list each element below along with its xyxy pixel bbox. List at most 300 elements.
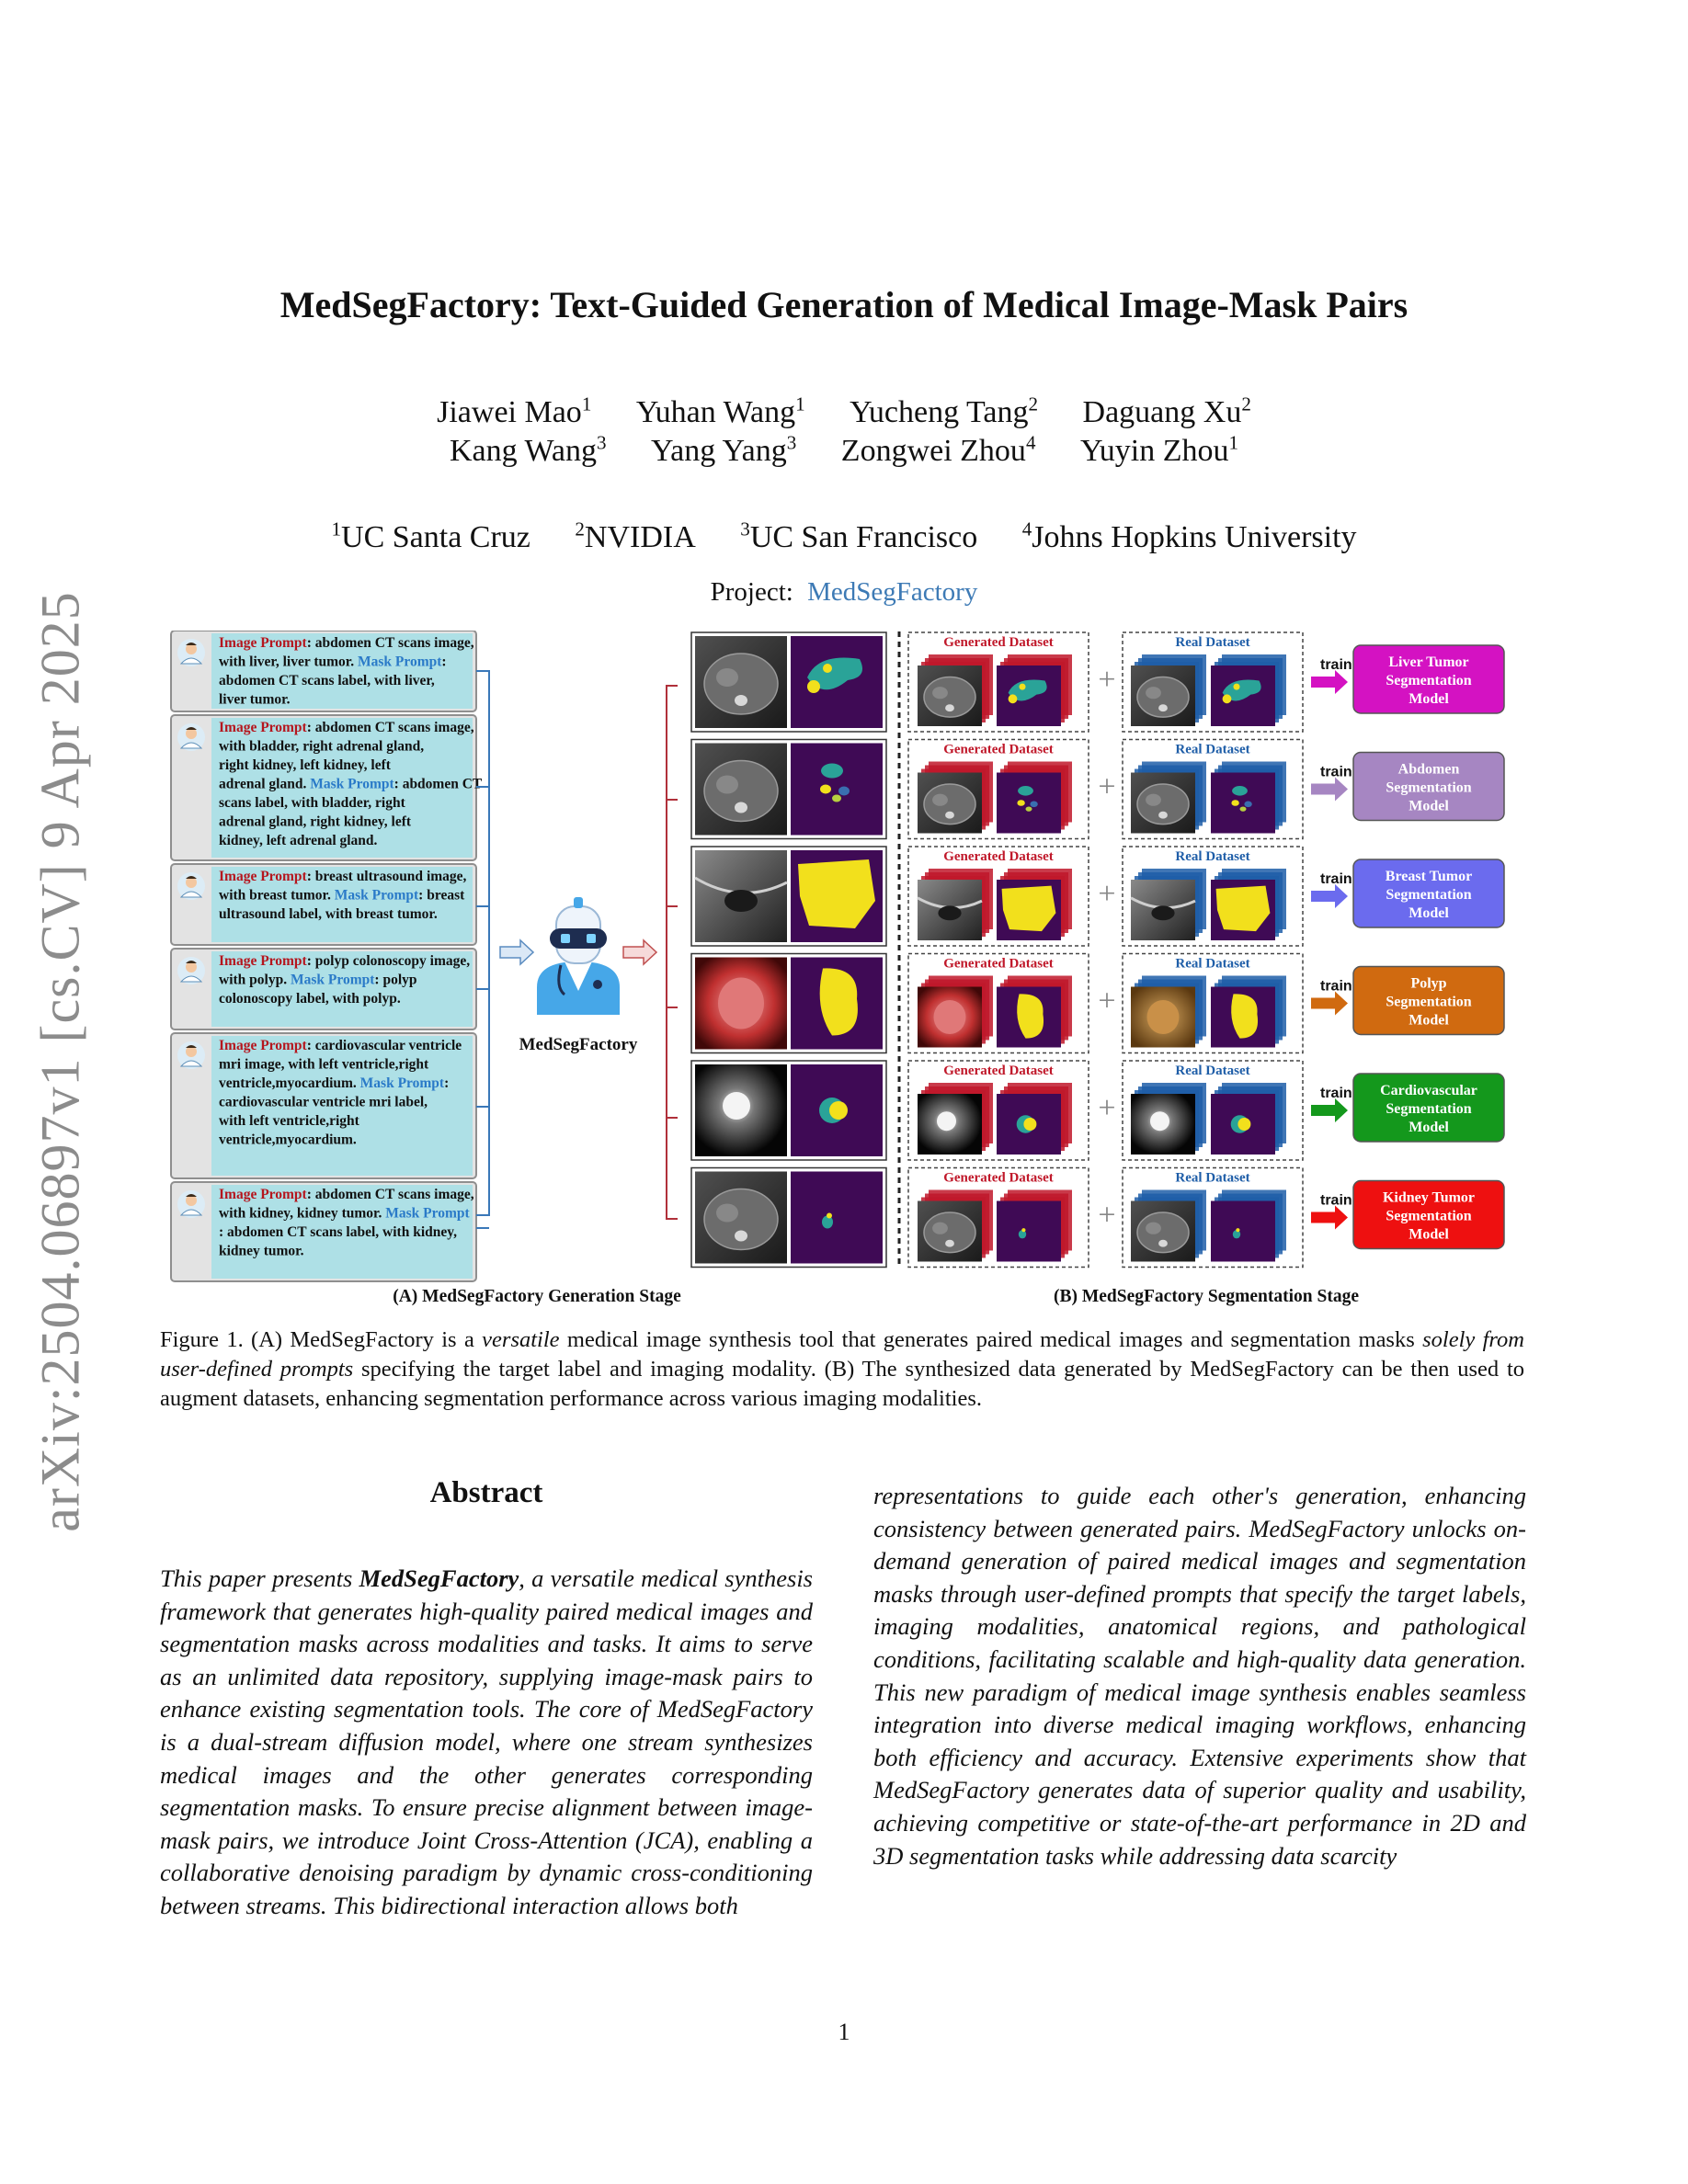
prompt-span: with [219,887,246,904]
plus-sign: + [1098,1091,1116,1125]
prompt-span: left [266,833,287,848]
author: Yucheng Tang$^2$ [850,392,1039,429]
author: Yang Yang$^3$ [651,431,797,468]
scan-lesion [938,905,961,920]
train-arrow-icon [1311,992,1348,1016]
scan-ventricle [723,1092,750,1120]
scan-organ [716,668,738,687]
prompt-span: abdomen [314,635,371,651]
robot-icon [537,897,620,1015]
prompt-span: gland. [339,833,378,848]
prompt-line [219,1224,457,1240]
prompt-line [219,953,470,969]
robot-eye-icon [561,934,570,943]
prompt-line [219,795,406,811]
prompt-span: right [219,757,249,773]
model-name: Polyp [1410,975,1447,992]
prompt-span: colonoscopy [219,991,293,1007]
prompt-span: ventricle,myocardium. [219,1075,357,1091]
prompt-line [219,1075,449,1091]
mask-tumor [1020,684,1026,690]
prompt-span: liver [282,654,311,670]
scan-organ [932,687,948,699]
affiliation: $^2$NVIDIA [575,518,696,554]
prompt-span: colonoscopy [352,953,427,969]
prompt-line [219,1113,360,1129]
real-label: Real Dataset [1175,742,1250,757]
prompt-box [171,715,483,860]
real-label: Real Dataset [1175,849,1250,864]
prompt-span: Image Prompt [219,1038,307,1053]
prompt-span: : [306,869,312,884]
prompt-line [219,692,291,708]
author-row-1 [0,393,1688,432]
prompt-span: with [219,1113,246,1129]
prompt-span: left [391,813,412,830]
model-name: Abdomen [1397,761,1460,778]
prompt-span: adrenal [290,833,336,848]
prompt-span: with [374,673,402,688]
prompt-line [219,1187,474,1202]
prompt-span: with [332,991,359,1007]
prompt-span: label, [394,1094,428,1110]
prompt-span: right [375,795,405,811]
prompt-span: : [219,1224,224,1240]
prompt-span: scans [397,635,431,651]
prompt-span: ventricle,right [341,1056,429,1073]
prompt-span: cardiovascular [219,1094,309,1110]
prompt-span: CT [374,1187,395,1202]
mask-ventricle [1023,1118,1036,1131]
prompt-span: : [444,1075,450,1091]
model-name: Model [1409,691,1449,707]
plus-sign: + [1098,877,1116,911]
generated-label: Generated Dataset [943,1064,1054,1078]
prompt-span: kidney, [343,813,388,830]
prompt-line [219,673,435,688]
prompt-span: left [300,757,320,773]
generated-label: Generated Dataset [943,956,1054,972]
prompt-span: polyp. [362,991,401,1007]
prompt-span: adrenal [219,813,266,830]
robot-antenna-icon [574,897,583,908]
model-name: Segmentation [1386,887,1472,903]
robot-visor-icon [550,928,607,949]
dataset-row [691,740,1504,839]
prompt-span: ultrasound [219,906,286,922]
prompt-span: mri [219,1056,242,1073]
prompt-span: Mask Prompt [290,972,375,988]
affiliation: $^4$Johns Hopkins University [1021,518,1357,554]
scan-spine [735,1231,747,1242]
prompt-span: label, [295,991,329,1007]
prompt-span: breast [356,906,394,922]
prompt-span: Image Prompt [219,635,307,651]
abstract-heading: Abstract [429,1476,543,1509]
prompt-span: scans [302,673,335,688]
mask-tumor [1223,694,1232,703]
author-list [0,393,1688,471]
generated-label: Generated Dataset [943,635,1054,650]
real-label: Real Dataset [1175,1170,1250,1186]
prompt-span: image, [434,635,474,651]
generated-label: Generated Dataset [943,1170,1054,1186]
prompt-line [219,757,392,773]
robot-eye-icon [587,934,596,943]
prompt-line [219,1057,429,1073]
prompt-span: image, [426,869,467,884]
mask-image [1211,773,1275,834]
bracket-line [667,686,678,1219]
prompt-span: gland, [386,738,425,755]
prompt-line [219,739,424,755]
mask-organ [1018,786,1033,796]
abstract-name-bold: MedSegFactory [359,1564,519,1592]
prompt-span: Image Prompt [219,953,307,969]
prompt-line [219,1244,304,1259]
prompt-span: adrenal [219,776,266,792]
arxiv-watermark: arXiv:2504.06897v1 [cs.CV] 9 Apr 2025 [29,591,91,1532]
mask-tumor [827,1213,832,1219]
dataset-row [691,1061,1504,1160]
prompt-span: kidney, [249,1205,293,1222]
prompt-span: kidney [296,1205,338,1222]
center-label: MedSegFactory [519,1035,638,1054]
dataset-row [691,632,1504,732]
prompt-line [219,777,483,792]
prompt-span: left [318,1056,339,1073]
mask-image [997,1201,1061,1262]
scan-spine [735,695,747,706]
prompt-box [171,631,476,711]
generated-label: Generated Dataset [943,742,1054,757]
prompt-span: : [418,887,424,904]
train-label: train [1320,657,1352,673]
mask-organ [838,787,850,796]
train-arrow-icon [1311,1206,1348,1230]
prompt-span: label, [346,1224,380,1240]
prompt-span: mri [369,1094,392,1110]
author: Jiawei Mao$^1$ [437,392,592,429]
prompt-span: kidney, [252,757,297,773]
model-name: Segmentation [1386,1101,1472,1117]
prompt-span: bladder, [249,738,300,755]
prompt-span: label, [289,906,322,922]
scan-spine [1158,1240,1168,1247]
prompt-span: abdomen [227,1224,284,1240]
prompt-line [219,1095,428,1110]
prompt-span: abdomen [314,720,371,735]
prompt-span: label, [255,795,288,811]
stage-b-label: (B) MedSegFactory Segmentation Stage [1054,1287,1359,1306]
page-number: 1 [838,2019,850,2045]
prompt-span: tumor. [341,1205,382,1222]
scan-polyp [718,978,764,1029]
prompt-span: CT [374,720,395,735]
author-row-2 [0,432,1688,471]
robot-badge-icon [593,980,602,989]
model-name: Cardiovascular [1380,1083,1477,1098]
scan-polyp [1147,1000,1180,1034]
train-arrow-icon [1311,884,1348,908]
paper-title: MedSegFactory: Text-Guided Generation of Medical Image-Mask Pairs [279,284,1409,325]
scan-polyp [934,1000,966,1034]
prompt-span: scans [219,795,252,811]
prompt-span: liver [219,691,246,708]
affiliation: $^3$UC San Francisco [740,518,978,554]
train-arrow-icon [1311,778,1348,802]
prompt-span: CT [462,776,483,792]
project-label: Project: [710,577,793,607]
prompt-span: ventricle,right [272,1113,359,1129]
prompt-line [219,654,447,670]
prompt-span: with [325,906,353,922]
scan-ventricle [1150,1111,1169,1131]
prompt-span: ventricle [408,1038,462,1053]
affiliation-list [0,520,1688,555]
prompt-span: label, [337,673,371,688]
prompt-box [171,1033,476,1178]
mask-organ [1240,806,1247,811]
scan-organ [1146,687,1161,699]
train-label: train [1320,978,1352,995]
model-name: Model [1409,798,1449,814]
author: Kang Wang$^3$ [449,431,607,468]
prompt-span: : [306,1187,312,1202]
bracket-line [476,671,489,1215]
model-name: Segmentation [1386,779,1472,796]
prompt-span: kidney [219,1243,260,1259]
prompt-span: Mask Prompt [310,776,394,792]
mask-organ [1231,800,1238,806]
prompt-line [219,833,378,848]
prompt-span: tumor. [249,691,291,708]
mask-organ [1026,806,1032,811]
scan-spine [945,812,954,819]
model-name: Liver Tumor [1388,654,1469,670]
prompt-span: image, [434,720,474,735]
mask-organ [1030,802,1037,808]
prompt-span: ultrasound [356,869,424,884]
figure-caption: Figure 1. (A) MedSegFactory is a versatile medical image synthesis tool that generates paired medical images and segmentation masks solely from user-defined prompts specifying the target label and imaging modality. (B) The synthesized data generated by MedSegFactory can be then used to augment datasets, enhancing segmentation performance across various imaging modalities. [160,1327,1524,1411]
project-line [0,577,1688,608]
scan-organ [932,1223,948,1234]
mask-tumor [807,680,820,693]
prompt-box [171,864,476,945]
prompt-span: polyp [314,953,349,969]
prompt-span: : [306,953,312,969]
scan-organ [1146,794,1161,806]
prompt-span: : [441,654,447,670]
real-label: Real Dataset [1175,635,1250,650]
prompt-span: tumor. [314,654,355,670]
prompt-span: Image Prompt [219,1187,307,1202]
prompt-span: liver, [249,654,279,670]
mask-organ [832,795,841,802]
prompt-span: left [371,757,391,773]
prompt-line [219,1132,357,1148]
plus-sign: + [1098,984,1116,1018]
scan-organ [716,1204,738,1223]
mask-ventricle [1237,1118,1250,1131]
generated-label: Generated Dataset [943,849,1054,864]
scan-lesion [724,890,758,912]
prompt-span: with [382,1224,410,1240]
prompt-span: tumor. [263,1243,304,1259]
prompt-span: abdomen [314,1187,371,1202]
model-name: Kidney Tumor [1382,1189,1476,1206]
prompt-span: liver, [405,673,435,688]
scan-spine [945,704,954,711]
mask-organ [1017,800,1024,806]
scan-lesion [1151,905,1174,920]
scan-spine [1158,812,1168,819]
train-label: train [1320,871,1352,887]
prompt-span: CT [279,673,299,688]
mask-image [1211,1201,1275,1262]
mask-image [997,773,1061,834]
mask-ventricle [829,1101,848,1120]
stage-a-label: (A) MedSegFactory Generation Stage [393,1287,681,1306]
prompt-span: ventricle,myocardium. [219,1132,357,1148]
scan-ventricle [937,1111,956,1131]
mask-tumor [1234,684,1240,690]
prompt-span: kidney, [413,1224,458,1240]
train-label: train [1320,1086,1352,1101]
train-label: train [1320,1192,1352,1209]
output-arrow-icon [623,940,656,964]
author: Yuyin Zhou$^1$ [1079,431,1239,468]
author: Zongwei Zhou$^4$ [840,431,1036,468]
prompt-span: : [306,635,312,651]
dataset-row [691,847,1504,946]
model-name: Model [1409,1120,1449,1135]
output-bracket [667,686,678,1219]
prompt-line [219,906,438,922]
dataset-row [691,1168,1504,1268]
prompt-line [219,635,474,651]
prompt-span: adrenal [336,738,383,755]
prompt-span: breast [427,887,465,904]
mask-tumor [823,664,832,673]
prompt-span: tumor. [291,887,331,904]
prompt-span: Mask Prompt [334,887,419,904]
mask-tumor [1009,694,1018,703]
prompt-line [219,720,474,735]
mask-organ [820,785,831,794]
prompt-span: kidney, [323,757,368,773]
prompt-line [219,1038,462,1053]
prompt-span: Mask Prompt [385,1205,470,1222]
prompt-span: tumor. [396,906,438,922]
prompt-line [219,814,412,830]
prompt-span: with [219,972,246,988]
prompt-span: Image Prompt [219,720,307,735]
prompt-span: cardiovascular [314,1038,405,1053]
mask-image [791,1172,883,1264]
prompt-line [219,1206,470,1222]
prompt-span: with [291,795,319,811]
mask-tumor [1236,1228,1239,1232]
scan-organ [1146,1223,1161,1234]
scan-organ [932,794,948,806]
model-name: Segmentation [1386,673,1472,688]
prompt-bracket [476,671,489,1228]
mask-organ [1232,786,1248,796]
prompt-span: right [310,813,340,830]
scan-spine [735,802,747,813]
prompt-span: with [288,1056,315,1073]
scan-spine [1158,704,1168,711]
prompt-span: gland, [268,813,307,830]
author: Daguang Xu$^2$ [1082,392,1251,429]
train-arrow-icon [1311,670,1348,694]
prompt-span: gland. [268,776,307,792]
prompt-span: : [306,1038,312,1053]
prompt-span: image, [434,1187,474,1202]
plus-sign: + [1098,1198,1116,1233]
prompt-span: with [219,1205,246,1222]
prompt-span: CT [287,1224,307,1240]
dataset-row [691,954,1504,1053]
prompt-span: breast [249,887,288,904]
model-name: Segmentation [1386,994,1472,1010]
mask-organ [821,764,843,779]
figure-1 [165,631,1517,1329]
model-name: Model [1409,1012,1449,1029]
prompt-span: abdomen [402,776,459,792]
prompt-span: left [249,1113,269,1129]
prompt-line [219,991,401,1007]
prompt-span: : [306,720,312,735]
project-link[interactable]: MedSegFactory [807,577,978,607]
prompt-span: scans [397,720,431,735]
prompt-box [171,1182,476,1281]
train-label: train [1320,764,1352,780]
prompt-span: breast [314,869,353,884]
prompt-span: Image Prompt [219,869,307,884]
abstract-column-1: This paper presents MedSegFactory, a versatile medical synthesis framework that generates high-quality paired medical images and segmentation masks across modalities and tasks. It aims to serve as an unlimited data repository, supplying image-mask pairs to enhance existing segmentation tools. The core of MedSegFactory is a dual-stream diffusion model, where one stream synthesizes medical images and the other generates corresponding segmentation masks. To ensure precise alignment between image-mask pairs, we introduce Joint Cross-Attention (JCA), enabling a collaborative denoising paradigm by dynamic cross-conditioning between streams. This bidirectional interaction allows both [160,1564,813,1919]
model-name: Segmentation [1386,1208,1472,1224]
prompt-span: with [219,738,246,755]
prompt-span: Mask Prompt [359,1075,445,1091]
prompt-span: ventricle [312,1094,366,1110]
affiliation: $^1$UC Santa Cruz [331,518,530,554]
prompt-line [219,888,465,904]
prompt-span: image, [429,953,471,969]
prompt-span: with [219,654,246,670]
prompt-span: image, [244,1056,285,1073]
prompt-box [171,949,476,1029]
prompt-span: polyp [382,972,417,988]
prompt-span: CT [374,635,395,651]
prompt-span: Mask Prompt [358,654,442,670]
author: Yuhan Wang$^1$ [635,392,805,429]
model-name: Breast Tumor [1385,869,1473,884]
plus-sign: + [1098,663,1116,697]
scan-organ [716,776,738,794]
abstract-column-2: representations to guide each other's generation, enhancing consistency between generated pairs. MedSegFactory unlocks on-demand generation of paired medical images and segmentation masks through user-defined prompts that specify the target labels, imaging modalities, anatomical regions, and pathological conditions, facilitating scalable and high-quality data generation. This new paradigm of medical image synthesis enables seamless integration into diverse medical imaging workflows, enhancing both efficiency and accuracy. Extensive experiments show that MedSegFactory generates data of superior quality and usability, achieving competitive or state-of-the-art performance in 2D and 3D segmentation tasks while addressing data scarcity [873,1482,1526,1870]
scan-spine [945,1240,954,1247]
mask-organ [1244,802,1251,808]
prompt-span: right [302,738,333,755]
real-label: Real Dataset [1175,1064,1250,1078]
model-name: Model [1409,1226,1449,1243]
prompt-span: bladder, [322,795,372,811]
prompt-span: polyp. [249,972,288,988]
prompt-line [219,869,467,884]
prompt-span: abdomen [219,673,276,688]
